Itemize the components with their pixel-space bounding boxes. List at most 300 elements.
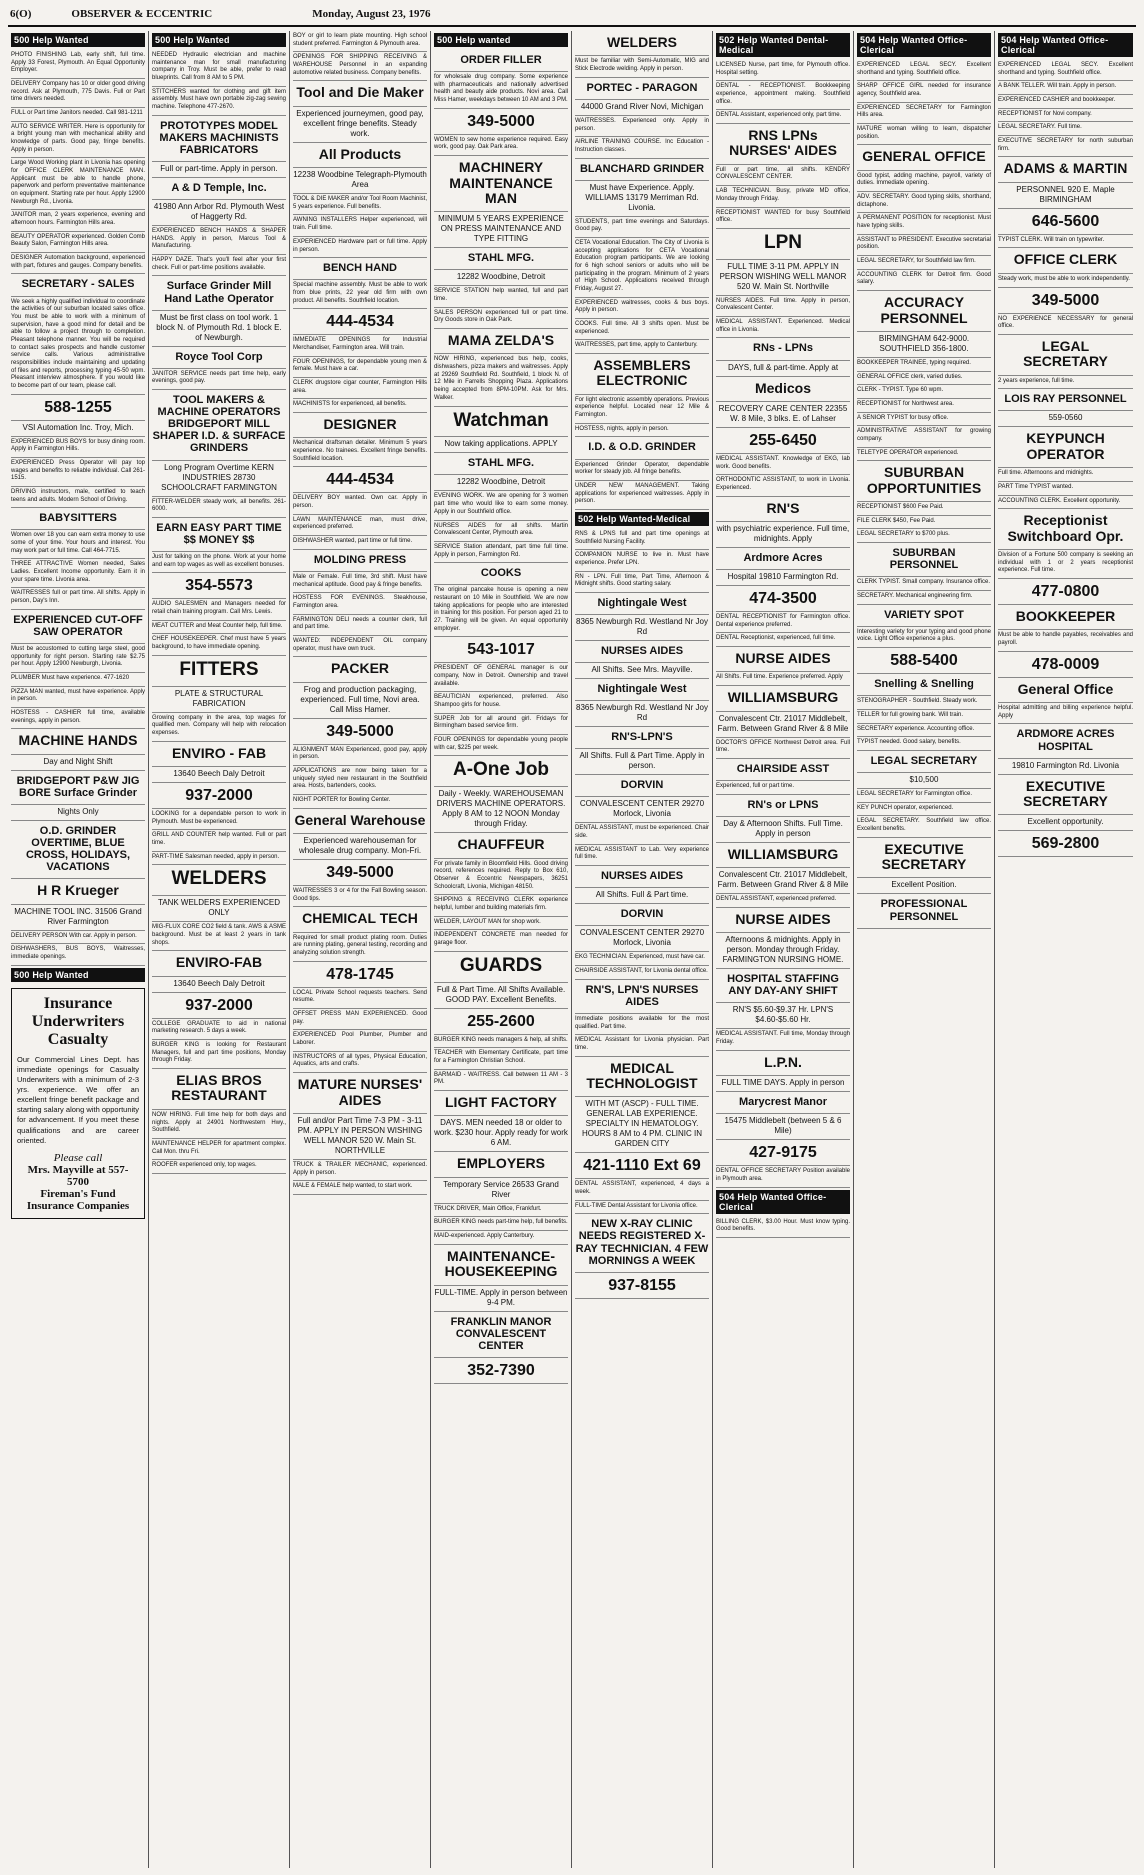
ad-text: CHAIRSIDE ASSISTANT, for Livonia dental office.: [575, 967, 708, 974]
ad-details: 13640 Beech Daly Detroit: [173, 769, 265, 779]
ad-heading: RN'S-LPN'S: [611, 731, 673, 744]
ad-heading: WELDERS: [607, 34, 677, 50]
classified-ad: [857, 674, 991, 696]
ad-text: AUDIO SALESMEN and Managers needed for retail chain training program. Call Mrs. Lewis.: [152, 601, 286, 616]
column-8: [995, 31, 1136, 1868]
classified-ad: [575, 926, 709, 952]
section-header: 500 Help Wanted: [11, 33, 145, 47]
classified-ad: [857, 235, 991, 256]
classified-ad: [293, 1030, 427, 1051]
ad-text: EXPERIENCED BUS BOYS for busy dining room. Apply in Farmington Hills.: [11, 438, 145, 453]
ad-text: INDEPENDENT CONCRETE man needed for garage floor.: [434, 932, 568, 947]
classified-ad: [857, 737, 991, 751]
ad-text: BOY or girl to learn plate mounting. High school student preferred. Farmington & Plymouth area.: [293, 33, 427, 47]
ad-heading: FRANKLIN MANOR CONVALESCENT CENTER: [450, 1315, 552, 1352]
classified-ad: [575, 529, 709, 550]
classified-ad: [716, 186, 850, 207]
ad-text: WAITRESSES full or part time. All shifts. Apply in person, Day's Inn.: [11, 590, 145, 605]
ad-details: FULL-TIME. Apply in person between 9-4 PM.: [434, 1287, 568, 1307]
classified-ad: [11, 771, 145, 805]
classified-ad: [716, 1076, 850, 1092]
classified-ad: [152, 1019, 286, 1040]
classified-ad: [152, 50, 286, 87]
classified-ad: [152, 573, 286, 599]
classified-ad: [575, 1153, 709, 1179]
ad-text: LEGAL SECRETARY. Southfield law office. Excellent benefits.: [857, 818, 991, 832]
ad-details: 15475 Middlebelt (between 5 & 6 Mile): [724, 1116, 842, 1136]
classified-ad: [998, 157, 1133, 182]
ad-heading: Watchman: [453, 409, 549, 431]
ad-text: A SENIOR TYPIST for busy office.: [857, 414, 949, 421]
classified-ad: [293, 52, 427, 81]
ad-heading: General Office: [1017, 680, 1114, 697]
ad-text: CLERK - TYPIST. Type 60 wpm.: [857, 387, 944, 394]
ad-details: Excellent Position.: [891, 880, 957, 890]
ad-heading: ARDMORE ACRES HOSPITAL: [1016, 728, 1115, 753]
ad-text: PIZZA MAN wanted, must have experience. Apply in person.: [11, 688, 145, 703]
ad-text: Growing company in the area, top wages for qualified men. Company will help with relocation expenses.: [152, 714, 286, 736]
ad-text: GRILL AND COUNTER help wanted. Full or part time.: [152, 832, 286, 847]
ad-text: DENTAL Assistant, experienced only, part time.: [716, 112, 842, 119]
classified-ad: [293, 168, 427, 194]
ad-heading: ENVIRO-FAB: [175, 954, 263, 971]
ad-heading: A-One Job: [452, 759, 550, 781]
classified-ad: [998, 724, 1133, 758]
classified-ad: [434, 930, 568, 951]
insurance-ad-call: Please call: [53, 1151, 103, 1164]
ad-text: RNS & LPNS full and part time openings at Southfield Nursing Facility.: [575, 530, 709, 545]
classified-ad: [857, 213, 991, 234]
ad-text: ACCOUNTING CLERK for Detroit firm. Good salary.: [857, 271, 991, 286]
classified-ad: [434, 135, 568, 156]
classified-ad: [293, 907, 427, 932]
classified-ad: [152, 865, 286, 896]
ad-text: GENERAL OFFICE clerk, varied duties.: [857, 373, 963, 380]
classified-ad: [998, 314, 1133, 335]
ad-text: 2 years experience, full time.: [998, 377, 1075, 384]
ad-text: FARMINGTON DELI needs a counter clerk, full and part time.: [293, 616, 427, 631]
classified-ad: [293, 657, 427, 682]
classified-ad: [293, 1114, 427, 1160]
ad-heading: LIGHT FACTORY: [445, 1093, 557, 1110]
ad-text: NOW HIRING, experienced bus help, cooks, dishwashers, pizza makers and waitresses. Apply at 29269 Southfield Rd. Southfield, 1 block N. of 12 Mile in Farrells Shopping Plaza. Applications being accepted from 8PM-10PM. Ask for Mrs. Walker.: [434, 356, 568, 401]
ad-text: MEDICAL ASSISTANT to Lab. Very experience full time.: [575, 846, 709, 861]
ad-text: TYPIST needed. Good salary, benefits.: [857, 739, 961, 746]
ad-heading: NEW X-RAY CLINIC NEEDS REGISTERED X-RAY TECHNICIAN. 4 FEW MORNINGS A WEEK: [575, 1218, 709, 1267]
insurance-ad-title: Insurance Underwriters Casualty: [31, 994, 125, 1048]
ad-details: WITH MT (ASCP) - FULL TIME. GENERAL LAB EXPERIENCE. SPECIALTY IN HEMATOLOGY. HOURS 8 AM to 4 PM. CLINIC IN GARDEN CITY: [581, 1099, 703, 1149]
ad-text: Immediate positions available for the most qualified. Part time.: [575, 1015, 709, 1030]
ad-phone: 444-4534: [326, 471, 394, 489]
classified-ad: [575, 727, 709, 749]
classified-ad: [857, 751, 991, 773]
ad-text: ADV. SECRETARY. Good typing skills, shorthand, dictaphone.: [857, 194, 991, 208]
classified-ad: [857, 399, 991, 413]
ad-heading: EXPERIENCED CUT-OFF SAW OPERATOR: [13, 613, 143, 638]
ad-details: 12282 Woodbine, Detroit: [456, 477, 546, 487]
classified-ad: [716, 81, 850, 110]
classified-ad: [11, 158, 145, 210]
ad-text: DENTAL ASSISTANT, experienced preferred.: [716, 896, 837, 903]
ad-phone: 588-1255: [44, 398, 112, 416]
ad-text: ALIGNMENT MAN Experienced, good pay, apply in person.: [293, 746, 427, 761]
ad-text: LEGAL SECRETARY for Farmington office.: [857, 790, 973, 797]
column-2: [149, 31, 290, 1868]
ad-text: Male or Female. Full time, 3rd shift. Must have mechanical aptitude. Good pay & fringe benefits.: [293, 573, 427, 588]
ad-details: Frog and production packaging, experienced. Full time, Novi area. Call Miss Hamer.: [300, 684, 420, 714]
ad-text: PRESIDENT OF GENERAL manager is our company, Now in Detroit. Ownership and travel available.: [434, 665, 568, 687]
classified-ad: [716, 738, 850, 759]
classified-ad: [293, 550, 427, 572]
classified-ad: [293, 572, 427, 593]
ad-text: STUDENTS, part time evenings and Saturdays. Good pay.: [575, 218, 709, 233]
classified-ad: [716, 586, 850, 612]
classified-ad: [857, 385, 991, 399]
classified-ad: [293, 962, 427, 988]
ad-details: Long Program Overtime KERN INDUSTRIES 28730 SCHOOLCRAFT FARMINGTON: [161, 462, 277, 492]
ad-text: BILLING CLERK, $3.00 Hour. Must know typing. Good benefits.: [716, 1218, 850, 1233]
classified-ad: [575, 31, 709, 56]
ad-text: Full or part time, all shifts. KENDRY CONVALESCENT CENTER.: [716, 166, 850, 181]
classified-ad: [434, 859, 568, 896]
classified-ad: [434, 663, 568, 692]
ad-text: TRUCK & TRAILER MECHANIC, experienced. Apply in person.: [293, 1161, 427, 1176]
ad-details: All Shifts. Full & Part Time. Apply in person.: [579, 751, 705, 771]
ad-details: Experienced warehouseman for wholesale drug company. Mon-Fri.: [298, 836, 422, 856]
classified-ad: [293, 194, 427, 215]
ad-text: BURGER KING needs part-time help, full benefits.: [434, 1219, 568, 1226]
ad-text: APPLICATIONS are now being taken for a uniquely styled new restaurant in the Southfield area. Hosts, bartenders, cooks.: [293, 767, 427, 790]
classified-ad: [152, 922, 286, 951]
ad-heading: BRIDGEPORT P&W JIG BORE Surface Grinder: [16, 774, 140, 799]
ad-heading: BABYSITTERS: [39, 512, 117, 525]
ad-details: Convalescent Ctr. 21017 Middlebelt, Farm. Between Grand River & 8 Mile: [717, 713, 849, 733]
ad-details: BIRMINGHAM 642-9000. SOUTHFIELD 356-1800.: [878, 333, 970, 353]
classified-ad: [293, 1160, 427, 1181]
classified-ad: [434, 1245, 568, 1286]
ad-heading: Nightingale West: [597, 683, 687, 696]
ad-text: LAB TECHNICIAN. Busy, private MD office, Monday through Friday.: [716, 188, 850, 202]
ad-text: STENOGRAPHER - Southfield. Steady work.: [857, 698, 978, 705]
classified-ad: [716, 612, 850, 633]
ad-text: TEACHER with Elementary Certificate, part time for a Farmington Christian School.: [434, 1050, 568, 1064]
ad-phone: 349-5000: [326, 722, 394, 740]
classified-ad: [575, 641, 709, 663]
classified-ad: [11, 421, 145, 437]
classified-ad: [434, 585, 568, 637]
classified-ad: [293, 280, 427, 309]
ad-phone: 421-1110 Ext 69: [583, 1157, 701, 1175]
ad-text: NOW HIRING. Full time help for both days and nights. Apply at 24901 Northwestern Hwy., Southfield.: [152, 1111, 286, 1134]
classified-ad: [716, 377, 850, 402]
classified-ad: [434, 1217, 568, 1231]
ad-text: EXPERIENCED LEGAL SECY. Excellent shorthand and typing. Southfield office.: [857, 62, 991, 76]
ad-text: PART-TIME Salesman needed, apply in person.: [152, 853, 280, 860]
ad-text: SECRETARY experience. Accounting office.: [857, 725, 975, 732]
column-6: [713, 31, 854, 1868]
classified-ad: [857, 773, 991, 789]
ad-text: CETA Vocational Education. The City of Livonia is accepting applications for CETA Vocational Education program participants. We are looking for 6 high school seniors or adults who will be participating in the program. Minimum of 2 years of High School. Applications received through Friday, August 27.: [575, 239, 709, 292]
classified-ad: [434, 286, 568, 307]
ad-details: 559-0560: [1048, 413, 1083, 423]
classified-ad: [293, 593, 427, 614]
column-3: [290, 31, 431, 1868]
classified-ad: [293, 493, 427, 514]
classified-ad: [575, 181, 709, 217]
classified-ad: [716, 908, 850, 933]
classified-ad: [857, 894, 991, 928]
ad-phone: 352-7390: [467, 1361, 535, 1379]
classified-ad: [857, 192, 991, 213]
classified-ad: [857, 124, 991, 145]
ad-text: LOOKING for a dependable person to work in Plymouth. Must be experienced.: [152, 811, 286, 825]
ad-heading: LOIS RAY PERSONNEL: [1004, 393, 1127, 406]
classified-ad: [575, 340, 709, 354]
classified-ad: [293, 834, 427, 860]
classified-ad: [434, 563, 568, 585]
ad-text: DISHWASHERS, BUS BOYS, Waitresses, immediate openings.: [11, 946, 145, 961]
classified-ad: [716, 454, 850, 475]
ad-text: WANTED: INDEPENDENT OIL company operator, must have own truck.: [293, 637, 427, 652]
classified-columns: [8, 31, 1136, 1868]
ad-details: RN'S $5.60-$9.37 Hr. LPN'S $4.60-$5.60 Hr.: [732, 1005, 834, 1025]
classified-ad: [293, 237, 427, 258]
ad-text: DENTAL - RECEPTIONIST. Bookkeeping experience, appointment making. Southfield office.: [716, 83, 850, 105]
classified-ad: [998, 703, 1133, 724]
classified-ad: [434, 1178, 568, 1204]
ad-heading: Royce Tool Corp: [175, 350, 263, 363]
classified-ad: [293, 1009, 427, 1030]
classified-ad: [998, 678, 1133, 703]
classified-ad: [716, 868, 850, 894]
classified-ad: [11, 879, 145, 904]
ad-details: Daily - Weekly. WAREHOUSEMAN DRIVERS MACHINE OPERATORS. Apply 8 AM to 12 NOON Monday through Friday.: [436, 789, 566, 829]
classified-ad: [434, 637, 568, 663]
ad-text: THREE ATTRACTIVE Women needed, Sales Ladies. Excellent Income opportunity. Earn it in your spare time. Livonia area.: [11, 561, 145, 583]
ad-phone: 477-0800: [1031, 582, 1100, 600]
ad-heading: RN's or LPNS: [747, 798, 819, 811]
classified-ad: [716, 260, 850, 296]
classified-ad: [857, 516, 991, 530]
classified-ad: [152, 178, 286, 200]
ad-details: $10,500: [909, 774, 939, 784]
classified-ad: [434, 952, 568, 983]
classified-ad: [998, 335, 1133, 376]
classified-ad: [293, 143, 427, 168]
classified-ad: [716, 522, 850, 548]
classified-ad: [152, 347, 286, 369]
classified-ad: [434, 270, 568, 286]
classified-ad: [998, 376, 1133, 390]
ad-text: PART Time TYPIST wanted.: [998, 483, 1074, 490]
classified-ad: [11, 487, 145, 508]
paper-name: OBSERVER & ECCENTRIC: [71, 8, 213, 20]
classified-ad: [716, 1114, 850, 1140]
ad-heading: LPN: [764, 231, 802, 253]
ad-text: WELDER, LAYOUT MAN for shop work.: [434, 918, 541, 925]
ad-text: DELIVERY PERSON With car. Apply in person.: [11, 932, 137, 939]
classified-ad: [716, 1092, 850, 1114]
classified-ad: [857, 789, 991, 803]
ad-heading: KEYPUNCH OPERATOR: [1026, 430, 1105, 462]
classified-ad: [998, 248, 1133, 273]
ad-text: JANITOR SERVICE needs part time help, early evenings, good pay.: [152, 370, 286, 385]
classified-ad: [575, 78, 709, 100]
classified-ad: [152, 713, 286, 742]
classified-ad: [293, 357, 427, 378]
classified-ad: [152, 830, 286, 851]
classified-ad: [152, 497, 286, 518]
classified-ad: [11, 644, 145, 673]
ad-heading: Tool and Die Maker: [296, 84, 424, 101]
classified-ad: [434, 308, 568, 329]
classified-ad: [575, 1273, 709, 1299]
classified-ad: [434, 1048, 568, 1069]
classified-ad: [716, 1051, 850, 1076]
classified-ad: [998, 81, 1133, 95]
classified-ad: [152, 656, 286, 687]
ad-details: Hospital 19810 Farmington Rd.: [727, 572, 839, 582]
ad-phone: 444-4534: [326, 313, 394, 331]
classified-ad: [857, 145, 991, 170]
ad-heading: DESIGNER: [323, 415, 397, 432]
classified-ad: [434, 917, 568, 931]
ad-heading: PROTOTYPES MODEL MAKERS MACHINISTS FABRICATORS: [159, 119, 279, 156]
ad-heading: All Products: [318, 145, 402, 162]
classified-ad: [11, 437, 145, 458]
classified-ad: [152, 255, 286, 276]
insurance-ad-body: Our Commercial Lines Dept. has immediate openings for Casualty Underwriters with a minimum of 2-3 yrs. experience. We offer an excellent fringe benefit package and starting salary along with opportunity for advancement. If you meet these qualifications and are career oriented.: [17, 1054, 139, 1145]
classified-ad: [434, 692, 568, 713]
ad-phone: 569-2800: [1031, 835, 1100, 853]
ad-text: TYPIST CLERK. Will train on typewriter.: [998, 236, 1105, 243]
classified-ad: [293, 795, 427, 809]
classified-ad: [575, 952, 709, 966]
ad-text: TRUCK DRIVER, Main Office, Frankfurt.: [434, 1205, 542, 1212]
ad-text: COMPANION NURSE to live in. Must have experience. Prefer LPN.: [575, 552, 709, 566]
classified-ad: [293, 31, 427, 52]
classified-ad: [152, 116, 286, 162]
ad-phone: 255-6450: [749, 431, 817, 449]
classified-ad: [575, 1057, 709, 1098]
ad-details: Experienced journeymen, good pay, excellent fringe benefits. Steady work.: [296, 108, 424, 138]
ad-heading: PACKER: [330, 660, 390, 677]
classified-ad: [575, 679, 709, 701]
ad-text: MAID-experienced. Apply Canterbury.: [434, 1233, 535, 1240]
classified-ad: [293, 809, 427, 834]
classified-ad: [11, 708, 145, 729]
classified-ad: [716, 1029, 850, 1050]
classified-ad: [575, 888, 709, 904]
ad-heading: Surface Grinder Mill Hand Lathe Operator: [164, 280, 274, 305]
classified-ad: [716, 1003, 850, 1029]
ad-phone: 427-9175: [749, 1144, 817, 1162]
ad-text: SALES PERSON experienced full or part time. Dry Goods store in Oak Park.: [434, 309, 568, 324]
ad-text: Required for small product plating room. Duties are running plating, general testing, recording and analyzing solution strength.: [293, 934, 427, 957]
masthead: [8, 6, 1136, 27]
ad-text: RN - LPN. Full time, Part Time, Afternoon & Midnight shifts. Good starting salary.: [575, 573, 709, 588]
classified-ad: [434, 354, 568, 406]
classified-ad: [434, 475, 568, 491]
classified-ad: [575, 1179, 709, 1200]
classified-ad: [575, 966, 709, 980]
classified-ad: [152, 87, 286, 116]
classified-ad: [11, 530, 145, 559]
classified-ad: [11, 805, 145, 821]
classified-ad: [716, 428, 850, 454]
classified-ad: [152, 200, 286, 226]
ad-heading: Snelling & Snelling: [874, 678, 974, 691]
ad-heading: GUARDS: [459, 954, 543, 976]
classified-ad: [857, 816, 991, 837]
ad-text: DENTAL ASSISTANT, must be experienced. Chair side.: [575, 825, 709, 840]
ad-heading: H R Krueger: [37, 882, 119, 899]
ad-text: INSTRUCTORS of all types, Physical Education, Aquatics, arts and crafts.: [293, 1053, 427, 1068]
ad-text: Experienced Grinder Operator, dependable worker for steady job. All fringe benefits.: [575, 461, 709, 476]
classified-ad: [434, 1035, 568, 1049]
ad-text: CLERK TYPIST. Small company. Insurance office.: [857, 579, 991, 586]
ad-heading: BENCH HAND: [323, 262, 397, 275]
ad-heading: Medicos: [754, 379, 811, 396]
ad-details: 19810 Farmington Rd. Livonia: [1011, 760, 1120, 770]
ad-text: RECEPTIONIST $600 Fee Paid.: [857, 504, 944, 511]
classified-ad: [293, 467, 427, 493]
classified-ad: [857, 577, 991, 591]
ad-details: Now taking applications. APPLY: [444, 439, 558, 449]
classified-ad: [575, 437, 709, 459]
ad-heading: Marycrest Manor: [738, 1096, 828, 1109]
ad-phone: 937-2000: [185, 996, 253, 1014]
classified-ad: [293, 309, 427, 335]
classified-ad: [434, 453, 568, 475]
ad-text: ROOFER experienced only, top wages.: [152, 1162, 257, 1169]
ad-heading: GENERAL OFFICE: [862, 148, 986, 165]
ad-heading: Ardmore Acres: [743, 551, 823, 564]
ad-text: AWNING INSTALLERS Helper experienced, will train. Full time.: [293, 217, 427, 232]
classified-ad: [998, 109, 1133, 123]
section-header: 502 Help Wanted-Medical: [575, 512, 709, 526]
insurance-ad-contact: Mrs. Mayville at 557-5700: [27, 1163, 129, 1188]
ad-text: RECEPTIONIST for Novi company.: [998, 110, 1092, 117]
ad-text: CHEF HOUSEKEEPER. Chef must have 5 years background, to have immediate opening.: [152, 636, 286, 651]
ad-text: EXPERIENCED Hardware part or full time. Apply in person.: [293, 238, 427, 253]
classified-ad: [857, 448, 991, 462]
ad-text: COLLEGE GRADUATE to aid in national marketing research. 5 days a week.: [152, 1020, 286, 1035]
ad-text: EXPERIENCED LEGAL SECY. Excellent shorthand and typing. Southfield office.: [998, 62, 1133, 76]
classified-ad: [716, 633, 850, 647]
classified-ad: [716, 296, 850, 317]
classified-ad: [293, 719, 427, 745]
classified-ad: [716, 361, 850, 377]
ad-text: SECRETARY. Mechanical engineering firm.: [857, 592, 973, 599]
ad-heading: A & D Temple, Inc.: [171, 181, 267, 194]
ad-text: Hospital admitting and billing experience helpful. Apply: [998, 705, 1133, 719]
classified-ad: [716, 338, 850, 360]
classified-ad: [434, 437, 568, 453]
ad-text: HOSTESS FOR EVENINGS. Steakhouse, Farmington area.: [293, 595, 427, 609]
classified-ad: [716, 229, 850, 260]
classified-ad: [575, 56, 709, 77]
ad-text: EXPERIENCED Pool Plumber, Plumber and Laborer.: [293, 1032, 427, 1047]
section-header: 500 Help wanted: [434, 33, 568, 47]
classified-ad: [11, 905, 145, 931]
classified-ad: [575, 481, 709, 510]
classified-ad: [152, 390, 286, 460]
classified-ad: [293, 933, 427, 962]
classified-ad: [293, 636, 427, 657]
ad-heading: LEGAL SECRETARY: [1023, 337, 1108, 370]
classified-ad: [998, 274, 1133, 288]
